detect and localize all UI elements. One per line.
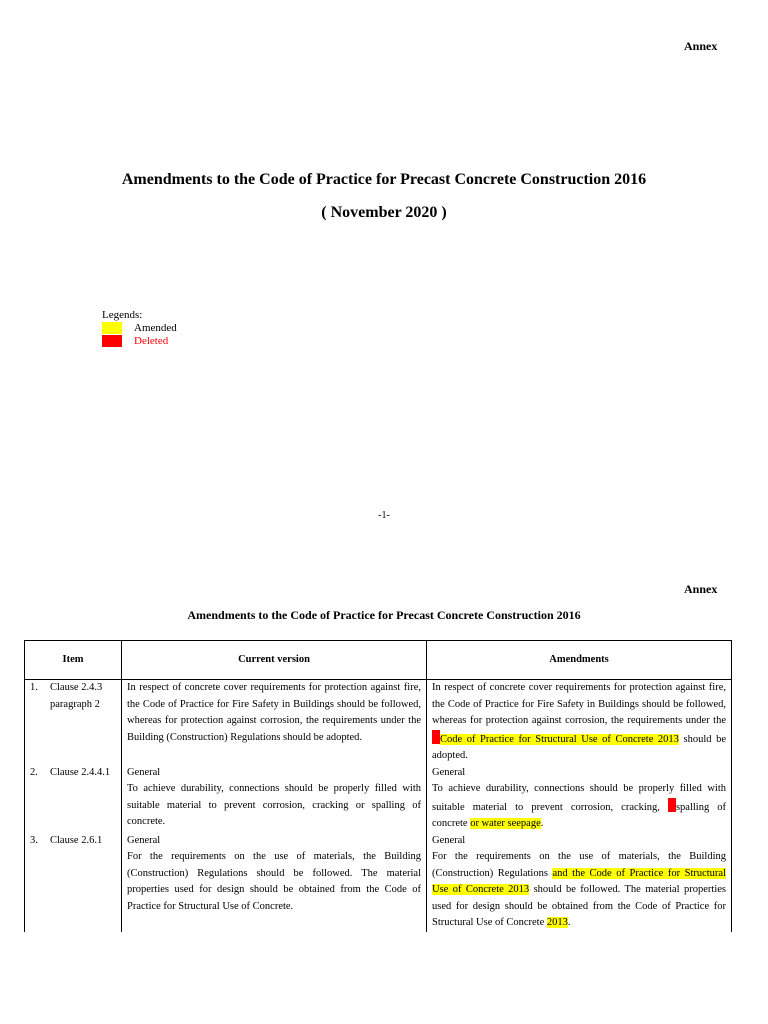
amend-text: To achieve durability, connections should be properly filled with suitable material to prevent corrosion, cracking, [432, 783, 726, 813]
document-title: Amendments to the Code of Practice for Precast Concrete Construction 2016 [121, 171, 647, 188]
current-text: In respect of concrete cover requirements for protection against fire, the Code of Practice for Fire Safety in Buildings should be followed, whereas for protection against corrosion, the requirements under the Building (Construction) Regulations should be adopted. [127, 682, 421, 743]
amended-text: or water seepage [470, 818, 541, 829]
header-current-version: Current version [122, 641, 427, 680]
item-number: 3. [30, 834, 38, 846]
deleted-swatch [102, 335, 122, 347]
legend-amended [102, 322, 177, 334]
legend-deleted [102, 335, 168, 347]
amend-text: spalling of concrete [432, 801, 726, 829]
amend-text: . [567, 917, 571, 928]
amend-text: should be adopted. [432, 733, 726, 761]
amendment-cell [427, 833, 732, 932]
amendments-table [24, 640, 732, 932]
item-clause: Clause 2.4.3 [50, 682, 103, 693]
current-text: For the requirements on the use of materials, the Building (Construction) Regulations should be followed. The material properties used for design should be obtained from the Code of Practice for Structural Use of Concrete. [127, 851, 421, 912]
table-row [25, 765, 732, 833]
current-version-cell [122, 680, 427, 765]
document-date: ( November 2020 ) [321, 204, 447, 221]
annex-label-page1: Annex [684, 39, 718, 53]
header-amendments: Amendments [427, 641, 732, 680]
amendment-cell [427, 765, 732, 833]
item-cell [25, 680, 122, 765]
current-heading: General [127, 834, 161, 846]
legend-amended-label: Amended [134, 322, 177, 334]
legend-deleted-label: Deleted [134, 335, 169, 347]
table-row [25, 833, 732, 932]
amend-heading: General [432, 766, 466, 778]
current-text: To achieve durability, connections should be properly filled with suitable material to prevent corrosion, cracking or spalling of concrete. [127, 783, 421, 827]
amend-text: . [540, 818, 544, 829]
amend-heading: General [432, 834, 466, 846]
header-item: Item [25, 641, 122, 680]
amended-text: 2013 [546, 917, 568, 928]
item-cell [25, 833, 122, 932]
amended-swatch [102, 322, 122, 334]
amended-text: and the Code of Practice for Structural Use of Concrete 2013 [432, 867, 727, 895]
item-clause: Clause 2.4.4.1 [50, 766, 111, 778]
amend-text: should be followed. The material properties used for design should be obtained from the Code of Practice for Structural Use of Concrete [432, 884, 726, 928]
item-cell [25, 765, 122, 833]
amend-text: In respect of concrete cover requirements for protection against fire, the Code of Practice for Fire Safety in Buildings should be followed, whereas for protection against corrosion, the requirements under the [432, 682, 726, 726]
deleted-mark [668, 798, 676, 812]
amendment-cell [427, 680, 732, 765]
legend-heading: Legends: [102, 309, 143, 321]
item-paragraph: paragraph 2 [50, 698, 100, 710]
current-version-cell [122, 833, 427, 932]
item-number: 1. [30, 682, 38, 693]
table-header-row [25, 641, 732, 680]
current-heading: General [127, 766, 161, 778]
deleted-mark [432, 730, 440, 744]
table-title: Amendments to the Code of Practice for Precast Concrete Construction 2016 [187, 608, 581, 622]
item-number: 2. [30, 766, 38, 778]
amend-text: For the requirements on the use of materials, the Building (Construction) Regulations [432, 851, 726, 879]
amended-text: Code of Practice for Structural Use of Concrete 2013 [440, 733, 679, 745]
current-version-cell [122, 765, 427, 833]
item-clause: Clause 2.6.1 [50, 834, 103, 846]
page-number: -1- [378, 510, 390, 521]
table-row [25, 680, 732, 765]
annex-label-page2: Annex [684, 582, 718, 596]
